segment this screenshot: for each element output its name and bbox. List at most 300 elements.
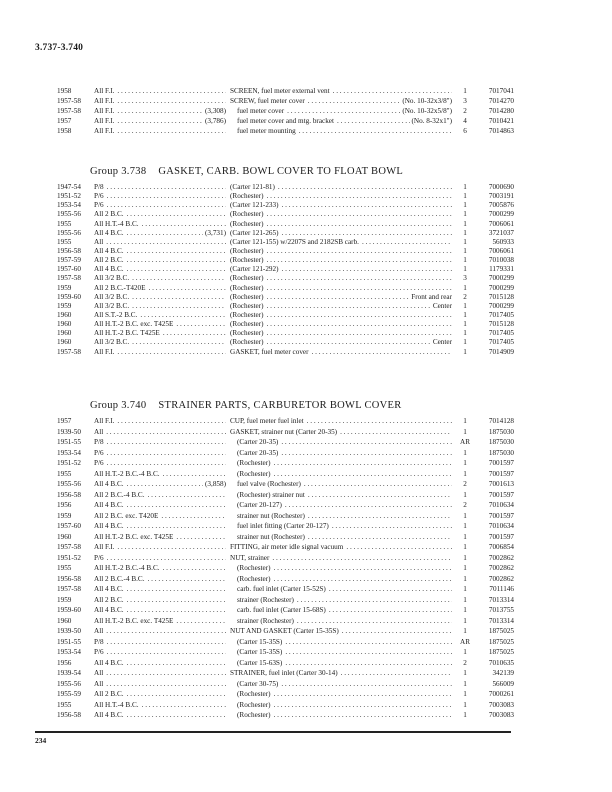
year: 1953-54 <box>57 201 81 210</box>
dot-leader <box>104 201 226 210</box>
note: Front and rear <box>411 292 452 301</box>
quantity: 1 <box>463 679 467 688</box>
quantity: 1 <box>463 347 467 356</box>
quantity: AR <box>460 438 470 446</box>
table-row <box>57 647 514 658</box>
model: All 2 B.C. <box>94 210 124 219</box>
description-cell <box>230 106 452 116</box>
table-row <box>57 637 514 648</box>
table-row <box>57 658 514 669</box>
group-number: Group 3.738 <box>90 166 147 177</box>
description: (Rochester) <box>230 219 264 228</box>
description: fuel valve (Rochester) <box>237 480 301 488</box>
model: All F.I. <box>94 417 115 425</box>
table-row <box>57 553 514 564</box>
description-cell <box>230 201 452 210</box>
model: P/6 <box>94 648 104 656</box>
model: All F.I. <box>94 127 115 135</box>
table-row <box>57 210 514 219</box>
table-row <box>57 532 514 543</box>
model: All F.I. <box>94 347 115 356</box>
reference: (3,731) <box>205 228 226 237</box>
year: 1957-58 <box>57 107 81 115</box>
quantity: 1 <box>463 87 467 95</box>
description: (Rochester) <box>237 700 271 709</box>
description-cell <box>230 126 452 136</box>
description: (Rochester) <box>237 711 271 719</box>
quantity: 1 <box>463 237 467 246</box>
table-row <box>57 86 514 96</box>
part-number: 7000261 <box>488 690 514 698</box>
description-cell <box>230 700 452 711</box>
dot-leader <box>104 183 226 192</box>
model-cell <box>94 521 226 532</box>
table-row <box>57 201 514 210</box>
model-cell <box>94 284 226 293</box>
part-number: 1875030 <box>488 438 514 446</box>
model: All 3/2 B.C. <box>94 292 130 301</box>
group-heading-3740 <box>90 400 402 411</box>
model-cell <box>94 320 226 329</box>
dot-leader <box>173 616 226 627</box>
description: STRAINER, fuel inlet (Carter 30-14) <box>230 669 338 677</box>
model: All H.T.-2 B.C. exc. T425E <box>94 320 174 329</box>
dot-leader <box>124 521 226 532</box>
quantity: 1 <box>463 711 467 719</box>
dot-leader <box>160 563 226 574</box>
page-number: 234 <box>35 736 47 745</box>
model-cell <box>94 106 226 116</box>
year: 1951-55 <box>57 438 81 446</box>
model: All 4 B.C. <box>94 658 124 667</box>
model: All H.T.-2 B.C. T425E <box>94 329 160 338</box>
quantity: 3 <box>463 97 467 105</box>
table-row <box>57 310 514 320</box>
model-cell <box>94 605 226 616</box>
description: fuel meter cover and mtg. bracket <box>237 117 334 125</box>
dot-leader <box>160 469 226 480</box>
part-number: 7000299 <box>488 301 514 310</box>
table-row <box>57 710 514 721</box>
year: 1957-59 <box>57 256 81 265</box>
dot-leader <box>330 86 452 96</box>
model: All H.T.-4 B.C. <box>94 219 139 228</box>
dot-leader <box>145 490 226 501</box>
model-cell <box>94 679 226 690</box>
description-cell <box>230 256 452 265</box>
model: P/6 <box>94 201 104 210</box>
dot-leader <box>329 521 452 532</box>
dot-leader <box>139 220 226 229</box>
year: 1960 <box>57 616 72 625</box>
note: (No. 8-32x1") <box>411 117 452 125</box>
model: All 2 B.C. <box>94 595 124 604</box>
section-group-3740 <box>57 416 514 721</box>
dot-leader <box>271 458 452 469</box>
year: 1955 <box>57 469 72 478</box>
dot-leader <box>284 106 400 116</box>
part-number: 7010634 <box>488 501 514 509</box>
dot-leader <box>124 265 226 274</box>
description-cell <box>230 274 452 283</box>
description-cell <box>230 338 452 347</box>
dot-leader <box>294 616 452 627</box>
dot-leader <box>124 584 226 595</box>
dot-leader <box>104 458 226 469</box>
year: 1956 <box>57 501 72 509</box>
dot-leader <box>359 238 452 247</box>
part-number: 7011146 <box>489 585 514 593</box>
description: NUT, strainer <box>230 553 270 562</box>
description: (Rochester) <box>230 292 264 301</box>
description-cell <box>230 247 452 256</box>
model-cell <box>94 647 226 658</box>
model-cell <box>94 238 226 247</box>
reference: (3,308) <box>205 107 226 115</box>
description: (Carter 20-35) <box>237 438 279 446</box>
description-cell <box>230 553 452 564</box>
year: 1951-55 <box>57 637 81 646</box>
dot-leader <box>264 311 452 320</box>
model: All F.I. <box>94 543 115 551</box>
description: (Carter 121-265) <box>230 228 279 237</box>
description-cell <box>230 302 452 311</box>
description-cell <box>230 626 452 637</box>
part-number: 560933 <box>492 237 514 246</box>
year: 1955-56 <box>57 480 81 488</box>
part-number: 7010038 <box>488 256 514 265</box>
note: (No. 10-32x5/8") <box>402 107 452 115</box>
table-row <box>57 256 514 265</box>
model-cell <box>94 700 226 711</box>
model: All H.T.-2 B.C. exc. T425E <box>94 616 174 625</box>
dot-leader <box>264 256 452 265</box>
table-row <box>57 347 514 357</box>
quantity: 1 <box>463 338 467 347</box>
table-row <box>57 301 514 311</box>
description-cell <box>230 605 452 616</box>
description: (Carter 15-35S) <box>237 648 283 656</box>
group-title: STRAINER PARTS, CARBURETOR BOWL COVER <box>158 400 402 411</box>
note: Center <box>432 301 452 310</box>
dot-leader <box>282 500 452 511</box>
quantity: 1 <box>463 448 467 457</box>
part-number: 7010421 <box>488 117 514 125</box>
model: All 4 B.C. <box>94 711 124 719</box>
model-cell <box>94 256 226 265</box>
model: All 4 B.C. <box>94 501 124 509</box>
quantity: 1 <box>463 417 467 425</box>
year: 1951-52 <box>57 553 81 562</box>
model-cell <box>94 416 226 427</box>
part-number: 7000690 <box>488 183 514 191</box>
quantity: 2 <box>463 292 467 301</box>
description: NUT AND GASKET (Carter 15-35S) <box>230 627 339 635</box>
quantity: 1 <box>463 574 467 583</box>
quantity: 1 <box>463 246 467 255</box>
year: 1959-60 <box>57 606 81 614</box>
dot-leader <box>146 284 226 293</box>
description: strainer nut (Rochester) <box>237 511 305 520</box>
description: (Carter 121-292) <box>230 265 279 274</box>
quantity: 1 <box>463 690 467 698</box>
quantity: 1 <box>463 490 467 499</box>
model-cell <box>94 553 226 564</box>
part-number: 7017405 <box>488 338 514 347</box>
model-cell <box>94 637 226 648</box>
part-number: 7015128 <box>488 320 514 329</box>
model: All <box>94 427 104 436</box>
dot-leader <box>145 574 226 585</box>
year: 1953-54 <box>57 648 81 656</box>
model-cell <box>94 210 226 219</box>
part-number: 7002862 <box>488 574 514 583</box>
table-row <box>57 469 514 480</box>
dot-leader <box>271 563 452 574</box>
description-cell <box>230 616 452 627</box>
dot-leader <box>104 553 226 564</box>
model-cell <box>94 311 226 320</box>
model: P/8 <box>94 183 104 191</box>
table-row <box>57 237 514 247</box>
note: Center <box>432 338 452 347</box>
quantity: 1 <box>463 522 467 530</box>
table-row <box>57 106 514 116</box>
dot-leader <box>104 647 226 658</box>
quantity: 2 <box>463 480 467 488</box>
year: 1956-58 <box>57 711 81 719</box>
year: 1947-54 <box>57 183 81 191</box>
quantity: 1 <box>463 532 467 541</box>
dot-leader <box>124 605 226 616</box>
description: (Rochester) strainer nut <box>237 490 305 499</box>
description: (Rochester) <box>230 329 264 338</box>
table-row <box>57 679 514 690</box>
model-cell <box>94 274 226 283</box>
description-cell <box>230 710 452 721</box>
part-number: 7000299 <box>488 283 514 292</box>
quantity: 2 <box>463 107 467 115</box>
part-number: 1875025 <box>488 648 514 656</box>
year: 1957-60 <box>57 265 81 274</box>
quantity: 1 <box>463 459 467 467</box>
model-cell <box>94 348 226 357</box>
group-title: GASKET, CARB. BOWL COVER TO FLOAT BOWL <box>158 166 404 177</box>
table-row <box>57 584 514 595</box>
description-cell <box>230 448 452 459</box>
dot-leader <box>114 106 203 116</box>
dot-leader <box>124 479 203 490</box>
description-cell <box>230 284 452 293</box>
dot-leader <box>279 201 453 210</box>
description: strainer (Rochester) <box>237 595 294 604</box>
model: All 4 B.C. <box>94 606 124 614</box>
table-row <box>57 183 514 192</box>
dot-leader <box>103 668 226 679</box>
description-cell <box>230 574 452 585</box>
model-cell <box>94 86 226 96</box>
dot-leader <box>338 668 452 679</box>
dot-leader <box>305 96 401 106</box>
group-heading-3738 <box>90 166 403 177</box>
description-cell <box>230 500 452 511</box>
model: All <box>94 627 104 635</box>
dot-leader <box>264 220 452 229</box>
description: (Carter 121-81) <box>230 183 275 191</box>
table-row <box>57 563 514 574</box>
year: 1939-54 <box>57 669 81 677</box>
description: (Carter 30-75) <box>237 679 279 688</box>
description: strainer (Rochester) <box>237 616 294 625</box>
dot-leader <box>129 274 226 283</box>
description-cell <box>230 229 452 238</box>
table-row <box>57 116 514 126</box>
dot-leader <box>264 338 431 347</box>
description: (Carter 121-233) <box>230 201 279 210</box>
model: All H.T.-2 B.C.-4 B.C. <box>94 469 160 478</box>
dot-leader <box>264 192 452 201</box>
description-cell <box>230 192 452 201</box>
dot-leader <box>114 348 226 357</box>
table-row <box>57 292 514 302</box>
description-cell <box>230 293 452 302</box>
table-row <box>57 511 514 522</box>
page-header-range: 3.737-3.740 <box>35 43 84 53</box>
dot-leader <box>296 126 452 136</box>
description-cell <box>230 265 452 274</box>
model-cell <box>94 229 226 238</box>
part-number: 7001613 <box>488 480 514 488</box>
dot-leader <box>124 229 203 238</box>
note: (No. 10-32x3/8") <box>402 97 452 105</box>
part-number: 1179331 <box>489 265 514 274</box>
dot-leader <box>282 637 452 648</box>
description: fuel meter cover <box>237 107 285 115</box>
model: All 2 B.C.-T420E <box>94 283 146 292</box>
quantity: 1 <box>463 427 467 436</box>
table-row <box>57 329 514 338</box>
table-row <box>57 219 514 229</box>
part-number: 7002862 <box>488 564 514 572</box>
part-number: 1875025 <box>488 627 514 635</box>
section-top <box>57 86 514 136</box>
model-cell <box>94 183 226 192</box>
year: 1957 <box>57 117 72 125</box>
part-number: 342139 <box>492 669 514 677</box>
dot-leader <box>278 437 452 448</box>
dot-leader <box>124 658 226 669</box>
dot-leader <box>103 238 226 247</box>
table-row <box>57 605 514 616</box>
dot-leader <box>334 116 410 126</box>
description-cell <box>230 689 452 700</box>
description-cell <box>230 116 452 126</box>
part-number: 7013755 <box>488 606 514 614</box>
year: 1959 <box>57 595 72 604</box>
table-row <box>57 437 514 448</box>
dot-leader <box>282 647 452 658</box>
model-cell <box>94 293 226 302</box>
model-cell <box>94 574 226 585</box>
model: All 2 B.C.-4 B.C. <box>94 490 145 499</box>
quantity: 1 <box>463 210 467 219</box>
table-row <box>57 283 514 293</box>
model-cell <box>94 302 226 311</box>
model-cell <box>94 458 226 469</box>
part-number: 7010635 <box>488 658 514 667</box>
dot-leader <box>309 348 452 357</box>
description-cell <box>230 210 452 219</box>
dot-leader <box>264 329 452 338</box>
year: 1957-58 <box>57 347 81 356</box>
model-cell <box>94 265 226 274</box>
year: 1957-58 <box>57 585 81 593</box>
dot-leader <box>294 595 452 606</box>
description-cell <box>230 658 452 669</box>
dot-leader <box>271 710 452 721</box>
model-cell <box>94 427 226 438</box>
dot-leader <box>129 293 226 302</box>
quantity: 6 <box>463 127 467 135</box>
year: 1957 <box>57 417 72 425</box>
year: 1960 <box>57 338 72 347</box>
quantity: AR <box>460 637 470 646</box>
table-row <box>57 338 514 347</box>
dot-leader <box>114 126 226 136</box>
model: All 2 B.C. exc. T420E <box>94 511 159 520</box>
year: 1959 <box>57 301 72 310</box>
dot-leader <box>275 183 452 192</box>
description: (Carter 20-35) <box>237 448 279 457</box>
description: GASKET, fuel meter cover <box>230 347 309 356</box>
part-number: 566009 <box>492 679 514 688</box>
part-number: 7014909 <box>488 347 514 356</box>
table-row <box>57 626 514 637</box>
table-row <box>57 479 514 490</box>
model: P/8 <box>94 637 104 646</box>
table-row <box>57 490 514 501</box>
table-row <box>57 126 514 136</box>
year: 1955 <box>57 700 72 709</box>
description-cell <box>230 458 452 469</box>
description: (Rochester) <box>230 192 264 201</box>
table-row <box>57 320 514 329</box>
quantity: 1 <box>463 553 467 562</box>
year: 1955-56 <box>57 228 81 237</box>
dot-leader <box>114 416 226 427</box>
part-number: 7005876 <box>488 201 514 210</box>
dot-leader <box>269 553 452 564</box>
description: (Rochester) <box>230 283 264 292</box>
description-cell <box>230 183 452 192</box>
quantity: 3 <box>463 274 467 283</box>
model-cell <box>94 96 226 106</box>
dot-leader <box>278 448 452 459</box>
dot-leader <box>114 96 226 106</box>
dot-leader <box>158 511 226 522</box>
year: 1959 <box>57 283 72 292</box>
description-cell <box>230 437 452 448</box>
model: All 4 B.C. <box>94 522 124 530</box>
dot-leader <box>279 229 453 238</box>
year: 1956-58 <box>57 490 81 499</box>
description-cell <box>230 416 452 427</box>
description: (Rochester) <box>230 246 264 255</box>
year: 1959-60 <box>57 292 81 301</box>
description: fuel meter mounting <box>237 127 296 135</box>
table-row <box>57 574 514 585</box>
part-number: 7001597 <box>488 469 514 478</box>
